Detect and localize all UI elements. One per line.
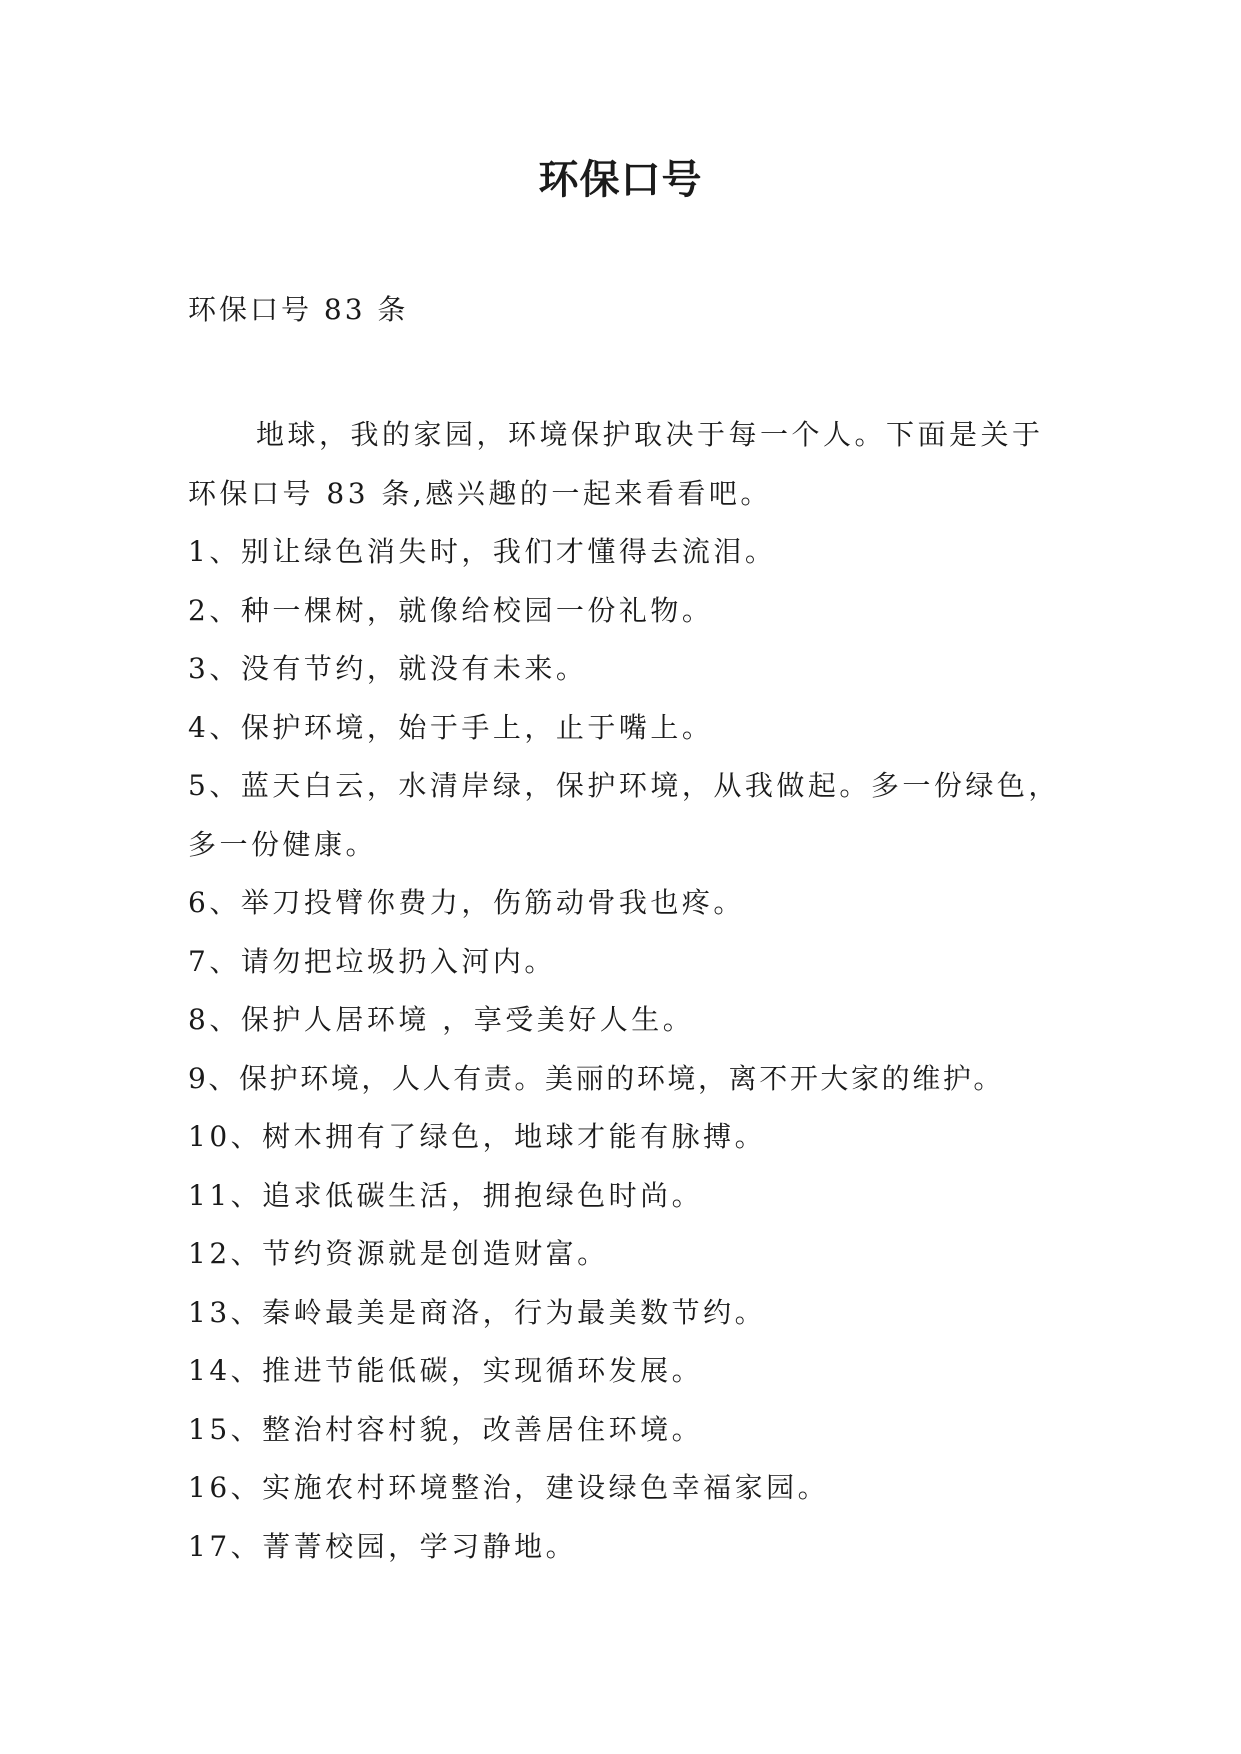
slogan-item-7: 7、请勿把垃圾扔入河内。: [188, 944, 556, 978]
document-body: [188, 406, 1073, 1576]
slogan-item-16: 16、实施农村环境整治，建设绿色幸福家园。: [188, 1471, 830, 1504]
slogan-item-6: 6、举刀投臂你费力，伤筋动骨我也疼。: [188, 886, 745, 919]
slogan-item-5: 5、蓝天白云，水清岸绿，保护环境，从我做起。多一份绿色，多一份健康。: [188, 769, 1060, 861]
slogan-item-4: 4、保护环境，始于手上，止于嘴上。: [188, 710, 714, 744]
slogan-item-9: 9、保护环境，人人有责。美丽的环境，离不开大家的维护。: [188, 1061, 1005, 1095]
intro-paragraph: 地球，我的家园，环境保护取决于每一个人。下面是关于环保口号 83 条,感兴趣的一起来看看吧。: [188, 418, 1044, 510]
slogan-item-17: 17、菁菁校园，学习静地。: [188, 1529, 578, 1563]
slogan-item-1: 1、别让绿色消失时，我们才懂得去流泪。: [188, 535, 777, 568]
slogan-item-12: 12、节约资源就是创造财富。: [188, 1237, 609, 1270]
slogan-item-2: 2、种一棵树，就像给校园一份礼物。: [188, 593, 714, 627]
document-subtitle: 环保口号 83 条: [188, 293, 409, 326]
slogan-item-10: 10、树木拥有了绿色，地球才能有脉搏。: [188, 1120, 767, 1153]
slogan-list: [188, 523, 1073, 1576]
slogan-item-8: 8、保护人居环境 ，享受美好人生。: [188, 1003, 695, 1036]
slogan-item-14: 14、推进节能低碳，实现循环发展。: [188, 1354, 704, 1387]
slogan-item-15: 15、整治村容村貌，改善居住环境。: [188, 1412, 704, 1446]
slogan-item-13: 13、秦岭最美是商洛，行为最美数节约。: [188, 1295, 767, 1329]
document-title: 环保口号: [538, 157, 703, 203]
slogan-item-3: 3、没有节约，就没有未来。: [188, 652, 588, 685]
slogan-item-11: 11、追求低碳生活，拥抱绿色时尚。: [188, 1178, 704, 1212]
